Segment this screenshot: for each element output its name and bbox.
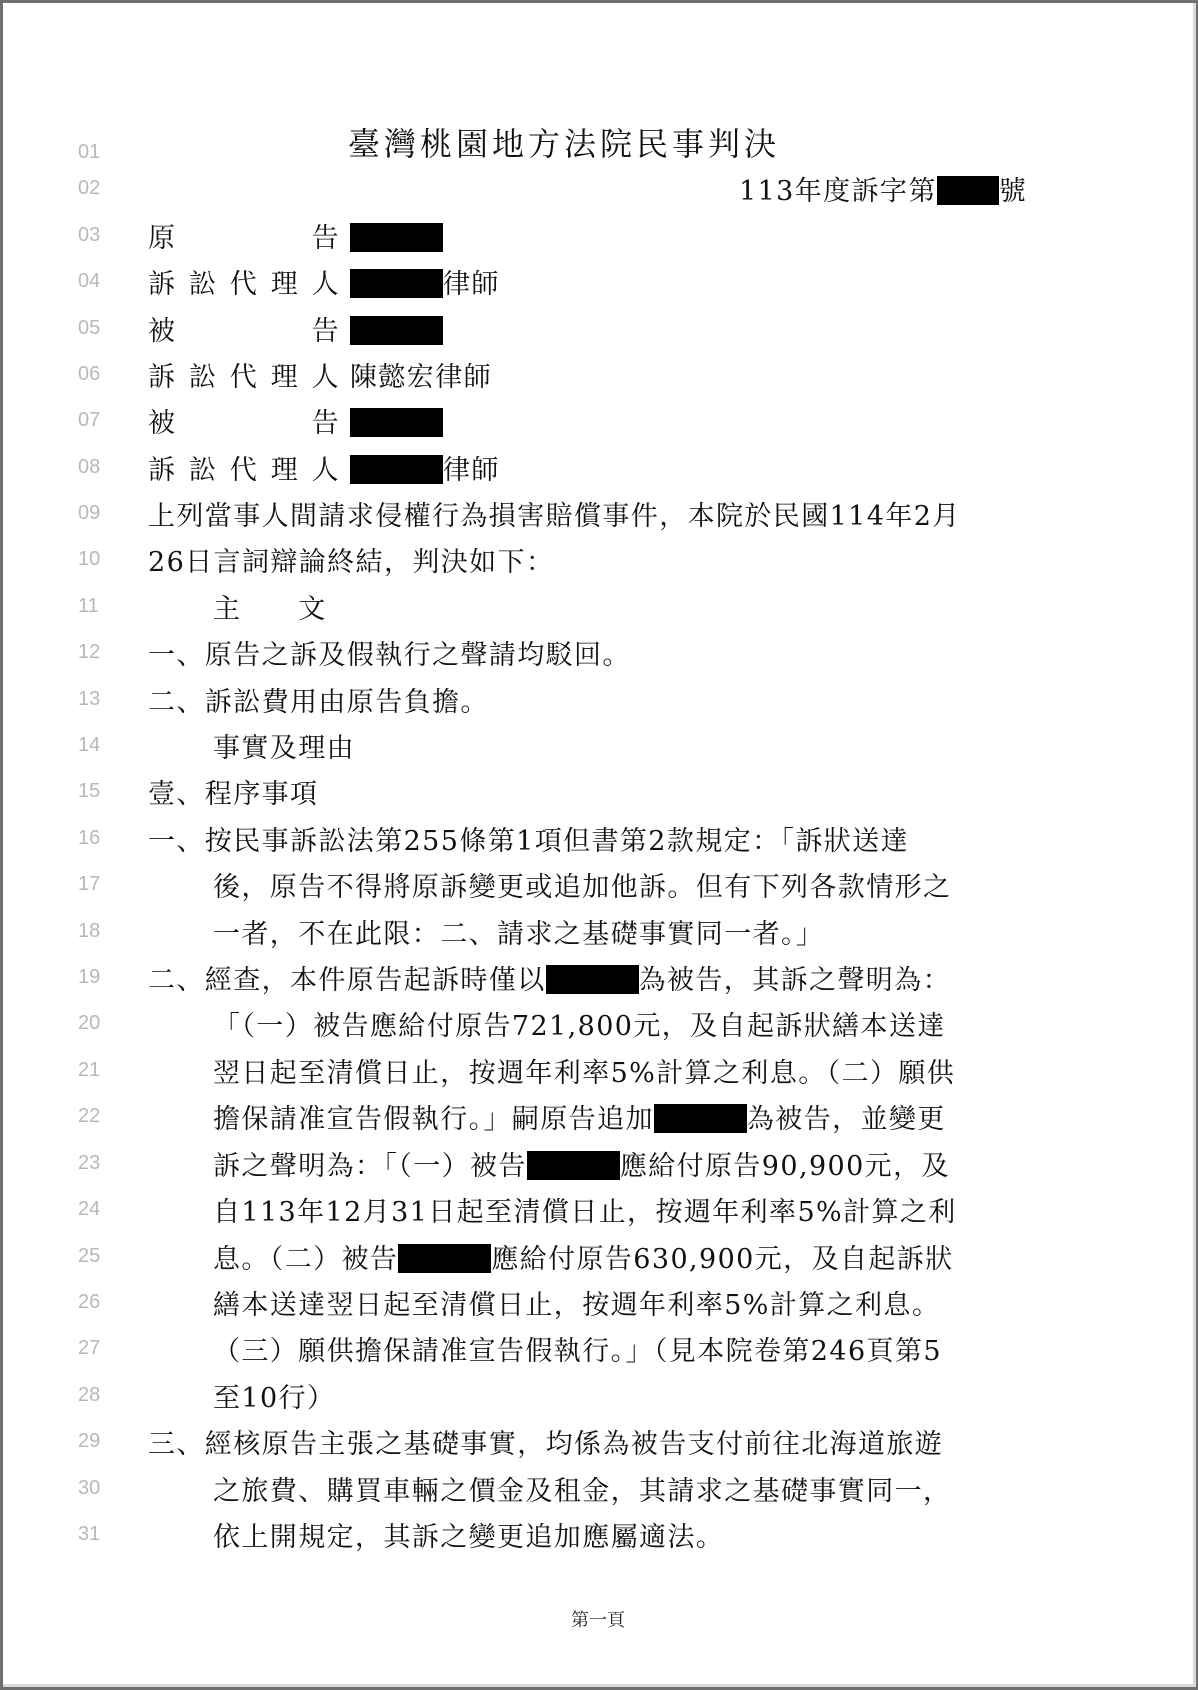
line-26: [3, 1283, 1193, 1329]
line-14: [3, 726, 1193, 772]
text-segment: 息。（二）被告: [213, 1244, 399, 1275]
body-text: [213, 1144, 950, 1190]
line-30: [3, 1469, 1193, 1515]
party-role: 被 告: [148, 408, 340, 439]
text-segment: 訴之聲明為：「（一）被告: [213, 1151, 527, 1182]
line-15: [3, 772, 1193, 818]
party-defendant-1: [148, 309, 443, 355]
party-role: 訴訟代理人: [148, 455, 340, 486]
redaction-block: [937, 176, 999, 205]
body-text: [213, 1097, 946, 1143]
line-number: 19: [78, 966, 101, 988]
party-suffix: 律師: [443, 455, 500, 486]
line-27: [3, 1329, 1193, 1375]
redaction-block: [350, 455, 443, 484]
party-suffix: 律師: [443, 269, 500, 300]
line-number: 08: [78, 456, 101, 478]
line-number: 13: [78, 688, 101, 710]
body-text: [148, 958, 951, 1004]
party-role: 訴訟代理人: [148, 362, 340, 393]
redaction-block: [350, 408, 443, 437]
body-text: 繕本送達翌日起至清償日止，按週年利率5%計算之利息。: [213, 1290, 941, 1321]
line-number: 16: [78, 827, 101, 849]
redaction-block: [398, 1244, 491, 1273]
line-number: 25: [78, 1245, 101, 1267]
case-number-prefix: 113年度訴字第: [739, 176, 937, 207]
text-segment: 應給付原告90,900元，及: [619, 1151, 950, 1182]
line-number: 15: [78, 780, 101, 802]
redaction-block: [350, 269, 443, 298]
line-19: [3, 958, 1193, 1004]
line-number: 02: [78, 177, 101, 199]
line-20: [3, 1004, 1193, 1050]
party-role: 訴訟代理人: [148, 269, 340, 300]
body-text: 二、訴訟費用由原告負擔。: [148, 687, 489, 718]
line-number: 29: [78, 1430, 101, 1452]
text-segment: 為被告，其訴之聲明為：: [638, 965, 952, 996]
body-text: 翌日起至清償日止，按週年利率5%計算之利息。（二）願供: [213, 1058, 956, 1089]
body-text: 至10行）: [213, 1383, 336, 1414]
line-12: [3, 633, 1193, 679]
case-number: [739, 169, 1027, 215]
body-text: （三）願供擔保請准宣告假執行。」（見本院卷第246頁第5: [213, 1336, 942, 1367]
line-number: 22: [78, 1105, 101, 1127]
line-number: 07: [78, 409, 101, 431]
line-25: [3, 1237, 1193, 1283]
party-suffix: 律師: [435, 362, 493, 393]
line-number: 12: [78, 641, 101, 663]
line-number: 11: [78, 595, 99, 617]
party-defendant-1-attorney: [148, 355, 492, 401]
subsection-heading: 壹、程序事項: [148, 779, 319, 810]
body-text: [213, 1237, 954, 1283]
line-02: [3, 169, 1193, 215]
line-number: 20: [78, 1012, 101, 1034]
party-role: 原 告: [148, 223, 340, 254]
line-04: [3, 262, 1193, 308]
body-text: 一、按民事訴訟法第255條第1項但書第2款規定：「訴狀送達: [148, 826, 909, 857]
line-08: [3, 448, 1193, 494]
line-number: 03: [78, 224, 101, 246]
body-text: 後，原告不得將原訴變更或追加他訴。但有下列各款情形之: [213, 872, 952, 903]
line-number: 04: [78, 270, 101, 292]
text-segment: 擔保請准宣告假執行。」嗣原告追加: [213, 1104, 654, 1135]
body-text: 26日言詞辯論終結，判決如下：: [148, 547, 555, 578]
line-number: 23: [78, 1152, 101, 1174]
line-21: [3, 1051, 1193, 1097]
line-number: 28: [78, 1384, 101, 1406]
party-plaintiff: [148, 216, 443, 262]
body-text: 三、經核原告主張之基礎事實，均係為被告支付前往北海道旅遊: [148, 1429, 944, 1460]
line-06: [3, 355, 1193, 401]
section-heading-main-text: 主 文: [213, 594, 327, 625]
line-number: 10: [78, 548, 101, 570]
line-31: [3, 1515, 1193, 1561]
party-name: 陳懿宏: [350, 362, 436, 393]
case-number-suffix: 號: [998, 176, 1028, 207]
line-number: 17: [78, 873, 101, 895]
line-number: 24: [78, 1198, 101, 1220]
text-segment: 應給付原告630,900元，及自起訴狀: [491, 1244, 954, 1275]
line-24: [3, 1190, 1193, 1236]
text-segment: 為被告，並變更: [746, 1104, 946, 1135]
body-text: 之旅費、購買車輛之價金及租金，其請求之基礎事實同一，: [213, 1476, 952, 1507]
line-number: 31: [78, 1523, 101, 1545]
line-05: [3, 309, 1193, 355]
line-number: 21: [78, 1059, 101, 1081]
body-text: 依上開規定，其訴之變更追加應屬適法。: [213, 1522, 725, 1553]
body-text: 上列當事人間請求侵權行為損害賠償事件，本院於民國114年2月: [148, 501, 961, 532]
line-number: 05: [78, 317, 101, 339]
line-13: [3, 680, 1193, 726]
party-plaintiff-attorney: [148, 262, 500, 308]
line-28: [3, 1376, 1193, 1422]
line-07: [3, 401, 1193, 447]
document-title: 臺灣桃園地方法院民事判決: [348, 125, 781, 163]
line-03: [3, 216, 1193, 262]
text-segment: 二、經查，本件原告起訴時僅以: [148, 965, 546, 996]
section-heading-facts: 事實及理由: [213, 733, 355, 764]
line-23: [3, 1144, 1193, 1190]
line-10: [3, 540, 1193, 586]
line-number: 26: [78, 1291, 101, 1313]
party-role: 被 告: [148, 316, 340, 347]
body-text: 「（一）被告應給付原告721,800元，及自起訴狀繕本送達: [213, 1011, 946, 1042]
line-number: 09: [78, 502, 101, 524]
line-11: [3, 587, 1193, 633]
line-22: [3, 1097, 1193, 1143]
line-18: [3, 912, 1193, 958]
redaction-block: [350, 223, 443, 252]
body-text: 一、原告之訴及假執行之聲請均駁回。: [148, 640, 631, 671]
line-29: [3, 1422, 1193, 1468]
document-page: [3, 3, 1196, 1687]
line-09: [3, 494, 1193, 540]
line-number: 01: [78, 141, 101, 163]
redaction-block: [546, 965, 639, 994]
line-number: 06: [78, 363, 101, 385]
line-number: 14: [78, 734, 101, 756]
party-defendant-2: [148, 401, 443, 447]
line-17: [3, 865, 1193, 911]
body-text: 自113年12月31日起至清償日止，按週年利率5%計算之利: [213, 1197, 957, 1228]
line-number: 30: [78, 1477, 101, 1499]
party-defendant-2-attorney: [148, 448, 500, 494]
line-16: [3, 819, 1193, 865]
body-text: 一者，不在此限：二、請求之基礎事實同一者。」: [213, 919, 825, 950]
line-number: 27: [78, 1337, 101, 1359]
line-number: 18: [78, 920, 101, 942]
redaction-block: [350, 316, 443, 345]
redaction-block: [527, 1151, 620, 1180]
redaction-block: [654, 1104, 747, 1133]
page-footer: 第一頁: [571, 1610, 625, 1631]
